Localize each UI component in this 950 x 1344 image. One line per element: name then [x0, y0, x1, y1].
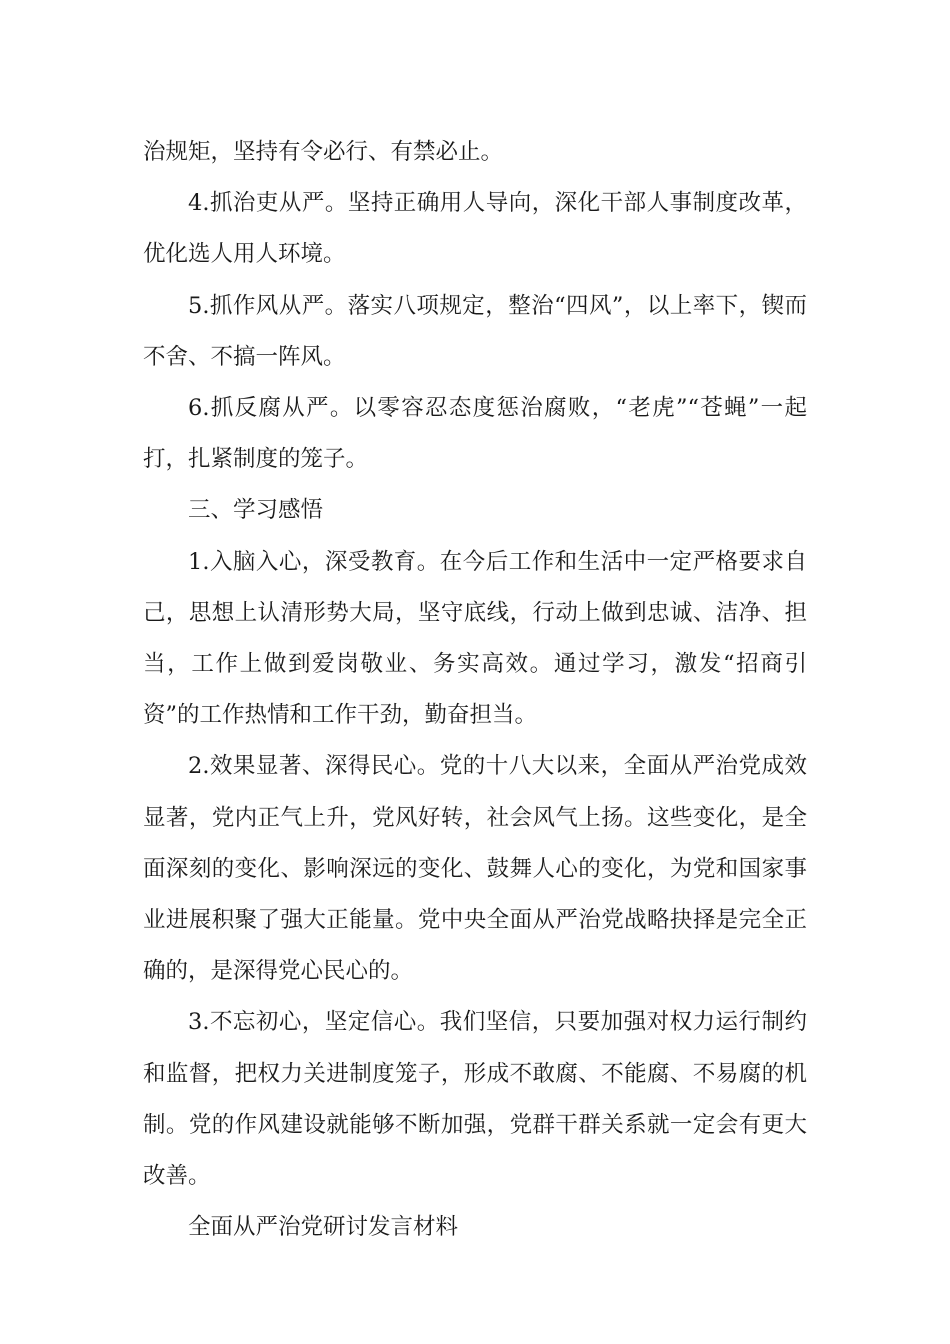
paragraph-insight-2: 2.效果显著、深得民心。党的十八大以来，全面从严治党成效显著，党内正气上升，党风好转，社会风气上扬。这些变化，是全面深刻的变化、影响深远的变化、鼓舞人心的变化，为党和国家事业进展积聚了强大正能量。党中央全面从严治党战略抉择是完全正确的，是深得党心民心的。 — [143, 753, 807, 985]
paragraph-item-4: 4.抓治吏从严。坚持正确用人导向，深化干部人事制度改革，优化选人用人环境。 — [143, 190, 807, 268]
paragraph-insight-1: 1.入脑入心，深受教育。在今后工作和生活中一定严格要求自己，思想上认清形势大局，坚守底线，行动上做到忠诚、洁净、担当，工作上做到爱岗敬业、务实高效。通过学习，激发“招商引资”的工作热情和工作干劲，勤奋担当。 — [143, 548, 807, 729]
paragraph-continuation: 治规矩，坚持有令必行、有禁必止。 — [143, 139, 504, 165]
paragraph-item-6: 6.抓反腐从严。以零容忍态度惩治腐败，“老虎”“苍蝇”一起打，扎紧制度的笼子。 — [143, 395, 807, 473]
section-heading-learning: 三、学习感悟 — [188, 497, 324, 524]
paragraph-item-5: 5.抓作风从严。落实八项规定，整治“四风”，以上率下，锲而不舍、不搞一阵风。 — [143, 292, 807, 370]
document-body — [143, 127, 807, 1253]
document-title-next: 全面从严治党研讨发言材料 — [188, 1214, 459, 1241]
paragraph-insight-3: 3.不忘初心，坚定信心。我们坚信，只要加强对权力运行制约和监督，把权力关进制度笼子，形成不敢腐、不能腐、不易腐的机制。党的作风建设就能够不断加强，党群干群关系就一定会有更大改善。 — [143, 1009, 807, 1190]
